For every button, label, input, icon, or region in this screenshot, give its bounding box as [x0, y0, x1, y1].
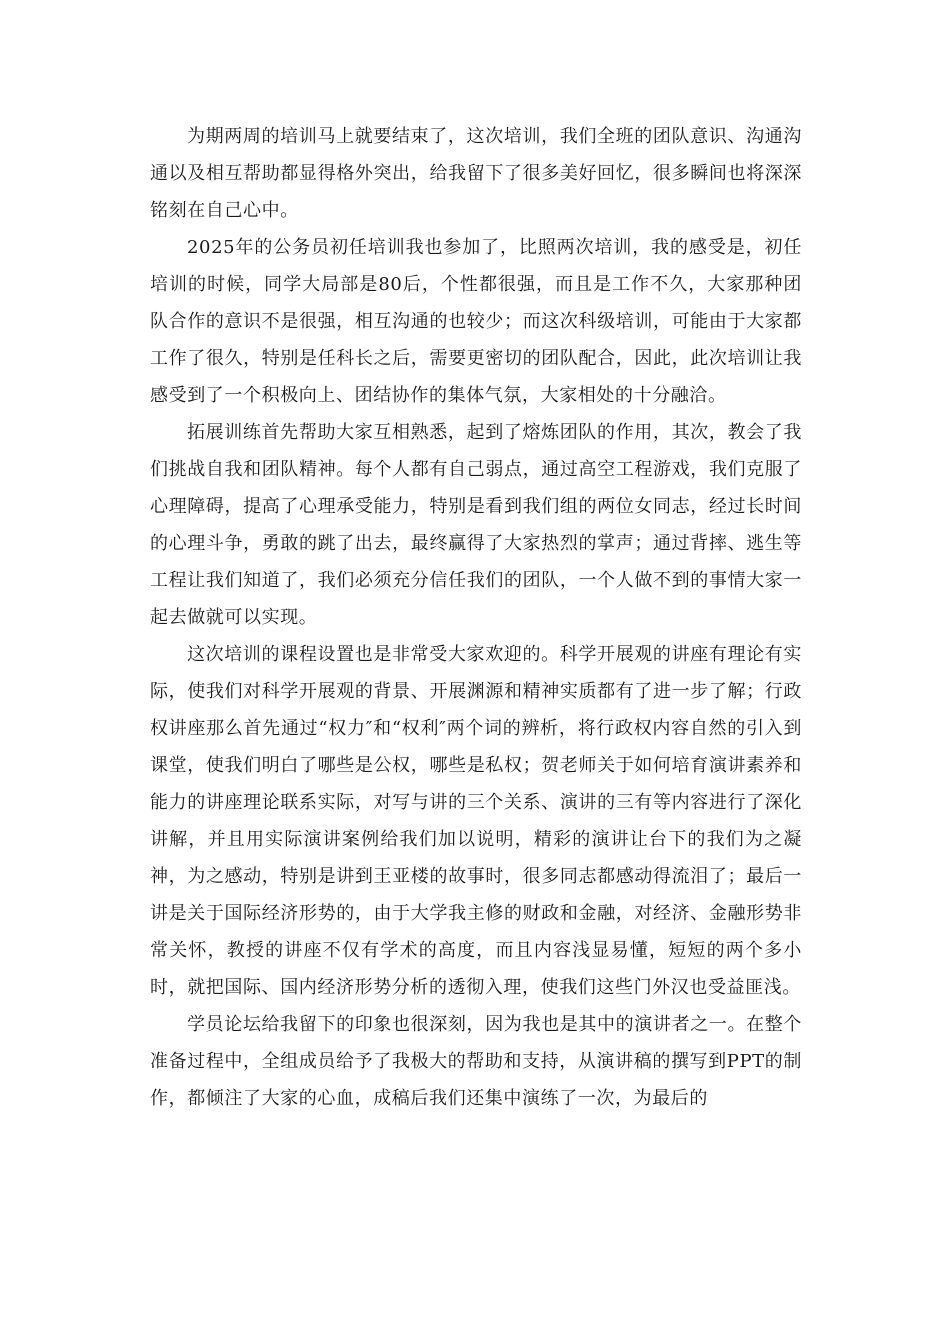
paragraph-4: 这次培训的课程设置也是非常受大家欢迎的。科学开展观的讲座有理论有实际，使我们对科学开展观的背景、开展渊源和精神实质都有了进一步了解；行政权讲座那么首先通过“权力″和“权利″两个词的辨析，将行政权内容自然的引入到课堂，使我们明白了哪些是公权，哪些是私权；贺老师关于如何培育演讲素养和能力的讲座理论联系实际，对写与讲的三个关系、演讲的三有等内容进行了深化讲解，并且用实际演讲案例给我们加以说明，精彩的演讲让台下的我们为之凝神，为之感动，特别是讲到王亚楼的故事时，很多同志都感动得流泪了；最后一讲是关于国际经济形势的，由于大学我主修的财政和金融，对经济、金融形势非常关怀，教授的讲座不仅有学术的高度，而且内容浅显易懂，短短的两个多小时，就把国际、国内经济形势分析的透彻入理，使我们这些门外汉也受益匪浅。: [150, 644, 802, 998]
paragraph-5: 学员论坛给我留下的印象也很深刻，因为我也是其中的演讲者之一。在整个准备过程中，全组成员给予了我极大的帮助和支持，从演讲稿的撰写到PPT的制作，都倾注了大家的心血，成稿后我们还集中演练了一次，为最后的: [150, 1014, 802, 1109]
paragraph-2: 2025年的公务员初任培训我也参加了，比照两次培训，我的感受是，初任培训的时候，同学大局部是80后，个性都很强，而且是工作不久，大家那种团队合作的意识不是很强，相互沟通的也较少；而这次科级培训，可能由于大家都工作了很久，特别是任科长之后，需要更密切的团队配合，因此，此次培训让我感受到了一个积极向上、团结协作的集体气氛，大家相处的十分融洽。: [150, 237, 802, 406]
paragraph-3: 拓展训练首先帮助大家互相熟悉，起到了熔炼团队的作用，其次，教会了我们挑战自我和团队精神。每个人都有自己弱点，通过高空工程游戏，我们克服了心理障碍，提高了心理承受能力，特别是看到我们组的两位女同志，经过长时间的心理斗争，勇敢的跳了出去，最终赢得了大家热烈的掌声；通过背摔、逃生等工程让我们知道了，我们必须充分信任我们的团队，一个人做不到的事情大家一起去做就可以实现。: [150, 422, 802, 628]
document-body: [150, 118, 802, 1117]
paragraph-1: 为期两周的培训马上就要结束了，这次培训，我们全班的团队意识、沟通沟通以及相互帮助都显得格外突出，给我留下了很多美好回忆，很多瞬间也将深深铭刻在自己心中。: [150, 126, 802, 221]
